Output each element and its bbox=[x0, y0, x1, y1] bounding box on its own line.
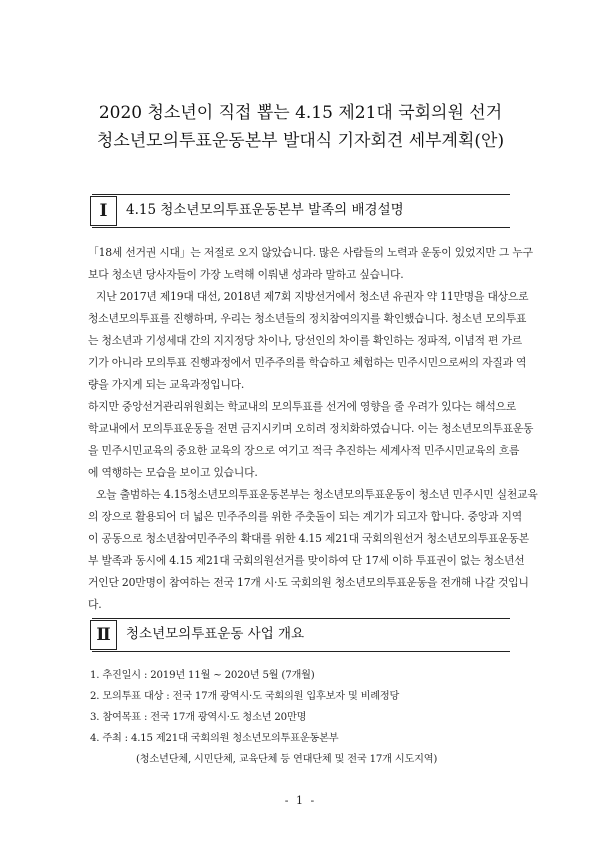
list-item-detail: (청소년단체, 시민단체, 교육단체 등 연대단체 및 전국 17개 시도지역) bbox=[136, 754, 438, 765]
section1-bottom-rule bbox=[92, 227, 510, 228]
list-item: 1. 추진일시 : 2019년 11월 ~ 2020년 5월 (7개월) bbox=[90, 670, 315, 681]
text-line: 다. bbox=[88, 598, 102, 611]
list-item: 3. 참여목표 : 전국 17개 광역시·도 청소년 20만명 bbox=[90, 712, 307, 723]
text-line: 학교내에서 모의투표운동을 전면 금지시키며 오히려 정치화하였습니다. 이는 청소년모의투표운동 bbox=[88, 422, 534, 435]
text-line: 하지만 중앙선거관리위원회는 학교내의 모의투표를 선거에 영향을 줄 우려가 있다는 해석으로 bbox=[88, 400, 517, 413]
section1-heading: 4.15 청소년모의투표운동본부 발족의 배경설명 bbox=[126, 202, 404, 218]
text-line: 의 장으로 활용되어 더 넓은 민주주의를 위한 주춧돌이 되는 계기가 되고자 합니다. 중앙과 지역 bbox=[88, 510, 522, 523]
section2-bottom-rule bbox=[92, 651, 510, 652]
list-item: 2. 모의투표 대상 : 전국 17개 광역시·도 국회의원 입후보자 및 비례정당 bbox=[90, 691, 400, 702]
text-line: 부 발족과 동시에 4.15 제21대 국회의원선거를 맞이하여 단 17세 이하 투표권이 없는 청소년선 bbox=[88, 554, 525, 567]
document-title-line1: 2020 청소년이 직접 뽑는 4.15 제21대 국회의원 선거 bbox=[98, 103, 503, 123]
section1-paragraph-2 bbox=[88, 286, 529, 396]
list-item: 4. 주최 : 4.15 제21대 국회의원 청소년모의투표운동본부 bbox=[90, 733, 339, 744]
text-line: 거인단 20만명이 참여하는 전국 17개 시·도 국회의원 청소년모의투표운동을 전개해 나갈 것입니 bbox=[88, 576, 529, 589]
text-line: 「18세 선거권 시대」는 저절로 오지 않았습니다. 많은 사람들의 노력과 운동이 있었지만 그 누구 bbox=[88, 246, 533, 259]
text-line: 오늘 출범하는 4.15청소년모의투표운동본부는 청소년모의투표운동이 청소년 민주시민 실천교육 bbox=[96, 488, 538, 501]
section1-paragraph-1 bbox=[88, 242, 533, 286]
text-line: 지난 2017년 제19대 대선, 2018년 제7회 지방선거에서 청소년 유권자 약 11만명을 대상으로 bbox=[96, 290, 529, 303]
text-line: 을 민주시민교육의 중요한 교육의 장으로 여기고 적극 추진하는 세계사적 민주시민교육의 흐름 bbox=[88, 444, 520, 457]
text-line: 는 청소년과 기성세대 간의 지지정당 차이나, 당선인의 차이를 확인하는 정파적, 이념적 편 가르 bbox=[88, 334, 522, 347]
section2-number: Ⅱ bbox=[90, 620, 117, 650]
text-line: 이 공동으로 청소년참여민주주의 확대를 위한 4.15 제21대 국회의원선거 청소년모의투표운동본 bbox=[88, 532, 529, 545]
text-line: 보다 청소년 당사자들이 가장 노력해 이뤄낸 성과라 말하고 싶습니다. bbox=[88, 268, 404, 281]
text-line: 기가 아니라 모의투표 진행과정에서 민주주의를 학습하고 체험하는 민주시민으로써의 자질과 역 bbox=[88, 356, 527, 369]
section1-paragraph-4 bbox=[88, 484, 538, 616]
section1-paragraph-3 bbox=[88, 396, 534, 484]
section2-item-list bbox=[90, 665, 520, 770]
text-line: 청소년모의투표를 진행하며, 우리는 청소년들의 정치참여의지를 확인했습니다. 청소년 모의투표 bbox=[88, 312, 527, 325]
section1-number: Ⅰ bbox=[90, 196, 117, 226]
document-title-line2: 청소년모의투표운동본부 발대식 기자회견 세부계획(안) bbox=[96, 131, 505, 151]
page-number: - 1 - bbox=[284, 794, 317, 807]
text-line: 에 역행하는 모습을 보이고 있습니다. bbox=[88, 466, 258, 479]
section2-heading: 청소년모의투표운동 사업 개요 bbox=[126, 626, 305, 642]
text-line: 량을 가지게 되는 교육과정입니다. bbox=[88, 378, 245, 391]
